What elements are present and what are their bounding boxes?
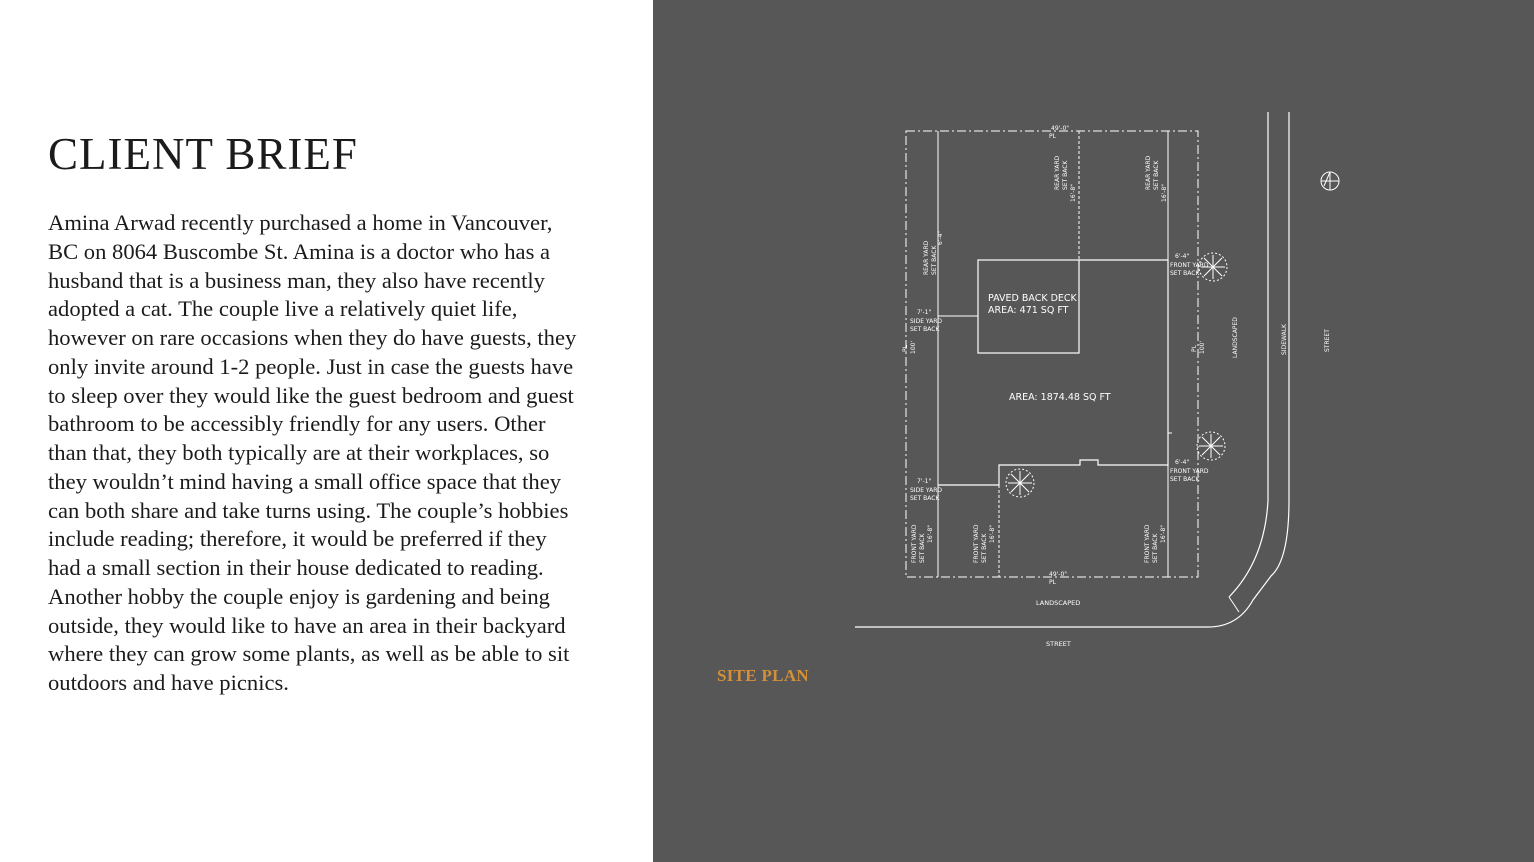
svg-text:SET BACK: SET BACK — [1153, 160, 1160, 190]
pl-left-label — [902, 341, 917, 354]
side-setback-label-top-1: SIDE YARD — [910, 318, 942, 325]
page-title: CLIENT BRIEF — [48, 129, 358, 179]
rear-setback-label-left — [923, 231, 944, 275]
svg-text:SET BACK: SET BACK — [981, 533, 988, 563]
brief-paragraph: Amina Arwad recently purchased a home in Vancouver, BC on 8064 Buscombe St. Amina is a doctor who has a husband that is a business man, they also have recently adopted a cat. The couple live a relatively quiet life, however on rare occasions when they do have guests, they only invite around 1-2 people. Just in case the guests have to sleep over they would like the guest bedroom and guest bathroom to be accessibly friendly for any users. Other than that, they both typically are at their workplaces, so they wouldn’t mind having a small office space that they can both share and take turns using. The couple’s hobbies include reading; therefore, it would be preferred if they had a small section in their house dedicated to reading. Another hobby the couple enjoy is gardening and being outside, they would like to have an area in their backyard where they can grow some plants, as well as be able to sit outdoors and have picnics. — [48, 210, 577, 695]
front-setback-label-mid — [973, 524, 996, 563]
svg-text:16'-8": 16'-8" — [1161, 183, 1168, 202]
street-label-bottom: STREET — [1046, 640, 1071, 648]
svg-text:16'-8": 16'-8" — [927, 524, 934, 543]
pl-top-dim: 49'-0" — [1051, 125, 1070, 132]
pl-bottom-dim: 49'-0" — [1049, 571, 1068, 578]
svg-text:REAR YARD: REAR YARD — [923, 240, 930, 275]
rear-setback-label-b — [1145, 155, 1168, 202]
front-setback-right-bottom-2: SET BACK — [1170, 476, 1200, 483]
pl-bottom-label: PL — [1049, 579, 1056, 586]
svg-text:FRONT YARD: FRONT YARD — [911, 524, 918, 563]
svg-text:16'-8": 16'-8" — [989, 524, 996, 543]
front-setback-right-top-1: FRONT YARD — [1170, 262, 1209, 269]
svg-text:SET BACK: SET BACK — [1062, 160, 1069, 190]
rear-setback-label-a — [1054, 155, 1077, 202]
landscaped-label-right: LANDSCAPED — [1232, 317, 1239, 358]
side-setback-dim-bottom: 7'-1" — [917, 478, 932, 485]
property-line — [906, 131, 1198, 577]
svg-text:100': 100' — [910, 340, 917, 354]
tree-icon — [1197, 432, 1225, 460]
sidewalk-label: SIDEWALK — [1281, 324, 1288, 355]
front-setback-label-left — [911, 524, 934, 563]
svg-text:100': 100' — [1199, 340, 1206, 354]
side-setback-label-bottom-1: SIDE YARD — [910, 487, 942, 494]
curb-tick — [1229, 597, 1239, 612]
svg-text:SET BACK: SET BACK — [931, 245, 938, 275]
site-plan-panel — [653, 0, 1534, 862]
svg-text:6'-4": 6'-4" — [937, 230, 944, 245]
svg-text:FRONT YARD: FRONT YARD — [1144, 524, 1151, 563]
side-setback-label-top-2: SET BACK — [910, 326, 940, 333]
front-setback-label-right — [1144, 524, 1167, 563]
pl-top-label: PL — [1049, 133, 1056, 140]
front-setback-right-top-2: SET BACK — [1170, 270, 1200, 277]
front-right-dim-bottom: 6'-4" — [1175, 459, 1190, 466]
street-label-right: STREET — [1324, 329, 1331, 352]
tree-icon — [1006, 469, 1034, 497]
pl-right-label — [1191, 341, 1206, 354]
front-setback-right-bottom-1: FRONT YARD — [1170, 468, 1209, 475]
deck-label-2: AREA: 471 SQ FT — [988, 305, 1069, 316]
svg-text:PL: PL — [902, 345, 909, 352]
svg-text:FRONT YARD: FRONT YARD — [973, 524, 980, 563]
side-setback-label-bottom-2: SET BACK — [910, 495, 940, 502]
lot-area-label: AREA: 1874.48 SQ FT — [1009, 392, 1111, 403]
svg-text:REAR YARD: REAR YARD — [1145, 155, 1152, 190]
svg-text:REAR YARD: REAR YARD — [1054, 155, 1061, 190]
svg-text:SET BACK: SET BACK — [1152, 533, 1159, 563]
client-brief-panel — [0, 0, 653, 862]
side-setback-dim-top: 7'-1" — [917, 309, 932, 316]
landscaped-label-bottom: LANDSCAPED — [1036, 599, 1081, 607]
svg-text:16'-8": 16'-8" — [1160, 524, 1167, 543]
north-arrow-icon — [1321, 172, 1339, 190]
deck-label-1: PAVED BACK DECK — [988, 293, 1077, 304]
front-right-dim-top: 6'-4" — [1175, 253, 1190, 260]
svg-text:16'-8": 16'-8" — [1070, 183, 1077, 202]
site-plan-caption: SITE PLAN — [717, 666, 809, 685]
site-plan-drawing — [653, 0, 1534, 862]
svg-text:PL: PL — [1191, 345, 1198, 352]
svg-text:SET BACK: SET BACK — [919, 533, 926, 563]
